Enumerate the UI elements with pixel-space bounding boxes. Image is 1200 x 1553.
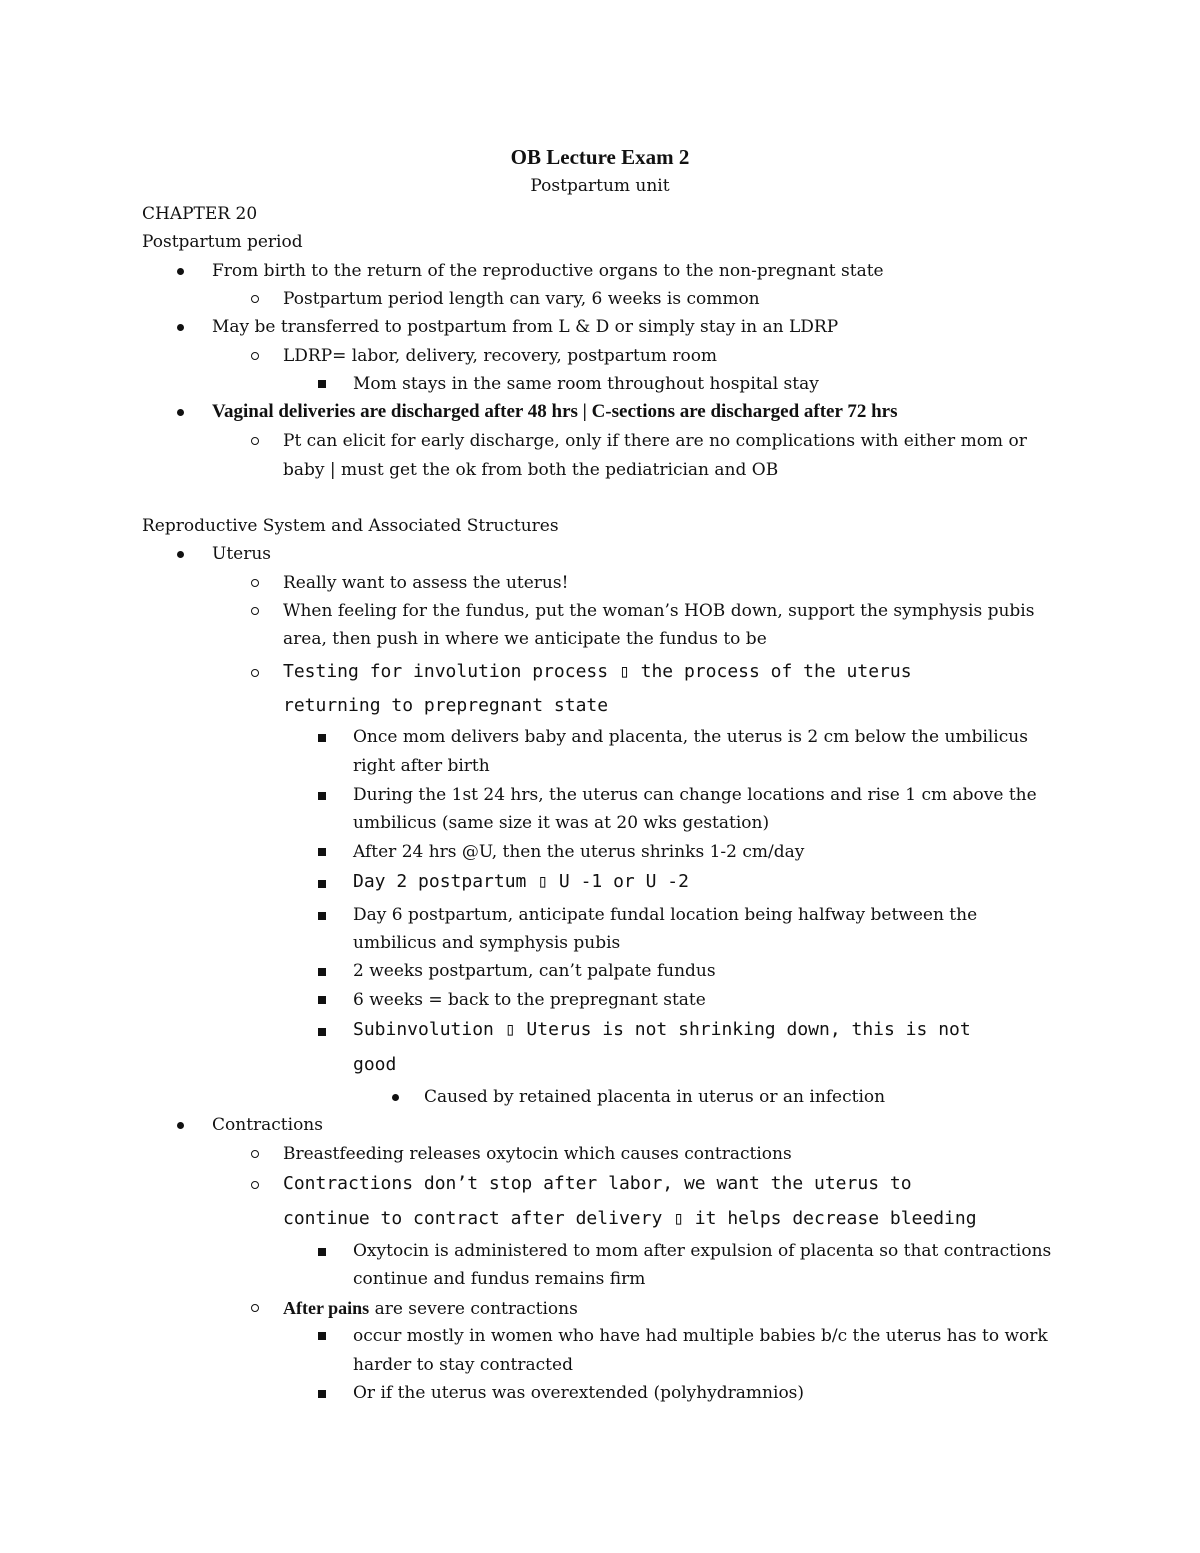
list-item-continued: area, then push in where we anticipate the fundus to be bbox=[283, 629, 767, 649]
list-item: Day 6 postpartum, anticipate fundal location being halfway between the bbox=[353, 905, 978, 925]
list-item: During the 1st 24 hrs, the uterus can change locations and rise 1 cm above the bbox=[353, 785, 1037, 805]
list-item-mono-continued: returning to prepregnant state bbox=[283, 695, 609, 716]
list-item-continued: baby | must get the ok from both the pediatrician and OB bbox=[283, 460, 779, 480]
bullet-square-icon bbox=[318, 1332, 326, 1340]
list-item: Mom stays in the same room throughout hospital stay bbox=[353, 374, 819, 394]
list-item: Breastfeeding releases oxytocin which causes contractions bbox=[283, 1144, 792, 1164]
bullet-square-icon bbox=[318, 968, 326, 976]
list-item: LDRP= labor, delivery, recovery, postpartum room bbox=[283, 346, 718, 366]
list-item: Pt can elicit for early discharge, only if there are no complications with either mom or bbox=[283, 431, 1027, 451]
bullet-square-icon bbox=[318, 380, 326, 388]
bullet-disc-icon bbox=[177, 324, 184, 331]
list-item: Once mom delivers baby and placenta, the uterus is 2 cm below the umbilicus bbox=[353, 727, 1028, 747]
bullet-disc-icon bbox=[392, 1094, 399, 1101]
list-item-mono-continued: good bbox=[353, 1054, 397, 1075]
list-item-continued: harder to stay contracted bbox=[353, 1355, 573, 1375]
bullet-square-icon bbox=[318, 1390, 326, 1398]
bullet-square-icon bbox=[318, 996, 326, 1004]
bullet-square-icon bbox=[318, 792, 326, 800]
bullet-circle-icon bbox=[251, 352, 259, 360]
chapter-heading: CHAPTER 20 bbox=[142, 204, 258, 224]
list-item-bold: Vaginal deliveries are discharged after 48 hrs | C-sections are discharged after 72 hrs bbox=[212, 401, 898, 422]
bullet-circle-icon bbox=[251, 579, 259, 587]
list-item: When feeling for the fundus, put the woman’s HOB down, support the symphysis pubis bbox=[283, 601, 1035, 621]
list-item-mono: Testing for involution process ▯ the process of the uterus bbox=[283, 661, 912, 682]
bullet-circle-icon bbox=[251, 295, 259, 303]
bullet-square-icon bbox=[318, 734, 326, 742]
bullet-circle-icon bbox=[251, 607, 259, 615]
list-item-mono-continued: continue to contract after delivery ▯ it helps decrease bleeding bbox=[283, 1208, 977, 1229]
section-heading-reproductive-system: Reproductive System and Associated Structures bbox=[142, 516, 559, 536]
list-item: occur mostly in women who have had multiple babies b/c the uterus has to work bbox=[353, 1326, 1048, 1346]
list-item: Or if the uterus was overextended (polyhydramnios) bbox=[353, 1383, 805, 1403]
bullet-circle-icon bbox=[251, 1304, 259, 1312]
list-item: From birth to the return of the reproductive organs to the non-pregnant state bbox=[212, 261, 884, 281]
page-title: OB Lecture Exam 2 bbox=[510, 145, 690, 169]
list-item-uterus: Uterus bbox=[212, 544, 272, 564]
list-item-contractions: Contractions bbox=[212, 1115, 323, 1135]
bullet-disc-icon bbox=[177, 268, 184, 275]
bullet-square-icon bbox=[318, 912, 326, 920]
list-item-continued: umbilicus and symphysis pubis bbox=[353, 933, 621, 953]
list-item: 6 weeks = back to the prepregnant state bbox=[353, 990, 706, 1010]
list-item-mono: Contractions don’t stop after labor, we want the uterus to bbox=[283, 1173, 912, 1194]
list-item: May be transferred to postpartum from L & D or simply stay in an LDRP bbox=[212, 317, 839, 337]
after-pains-term: After pains bbox=[283, 1298, 370, 1318]
bullet-circle-icon bbox=[251, 1150, 259, 1158]
after-pains-rest: are severe contractions bbox=[369, 1299, 578, 1319]
bullet-circle-icon bbox=[251, 669, 259, 677]
list-item-continued: right after birth bbox=[353, 756, 490, 776]
bullet-disc-icon bbox=[177, 409, 184, 416]
section-heading-postpartum-period: Postpartum period bbox=[142, 232, 303, 252]
list-item: Postpartum period length can vary, 6 weeks is common bbox=[283, 289, 760, 309]
bullet-square-icon bbox=[318, 1248, 326, 1256]
list-item-mono: Subinvolution ▯ Uterus is not shrinking down, this is not bbox=[353, 1019, 971, 1040]
bullet-square-icon bbox=[318, 848, 326, 856]
list-item-continued: continue and fundus remains firm bbox=[353, 1269, 646, 1289]
bullet-disc-icon bbox=[177, 1122, 184, 1129]
list-item: Caused by retained placenta in uterus or an infection bbox=[424, 1087, 886, 1107]
list-item: After 24 hrs @U, then the uterus shrinks 1-2 cm/day bbox=[353, 842, 805, 862]
list-item: Really want to assess the uterus! bbox=[283, 573, 569, 593]
page-subtitle: Postpartum unit bbox=[530, 176, 670, 196]
bullet-square-icon bbox=[318, 880, 326, 888]
bullet-disc-icon bbox=[177, 551, 184, 558]
bullet-circle-icon bbox=[251, 437, 259, 445]
bullet-square-icon bbox=[318, 1028, 326, 1036]
list-item bbox=[283, 1294, 578, 1323]
list-item: 2 weeks postpartum, can’t palpate fundus bbox=[353, 961, 716, 981]
list-item-continued: umbilicus (same size it was at 20 wks gestation) bbox=[353, 813, 770, 833]
list-item: Oxytocin is administered to mom after expulsion of placenta so that contractions bbox=[353, 1241, 1052, 1261]
list-item-mono: Day 2 postpartum ▯ U -1 or U -2 bbox=[353, 871, 689, 892]
bullet-circle-icon bbox=[251, 1181, 259, 1189]
